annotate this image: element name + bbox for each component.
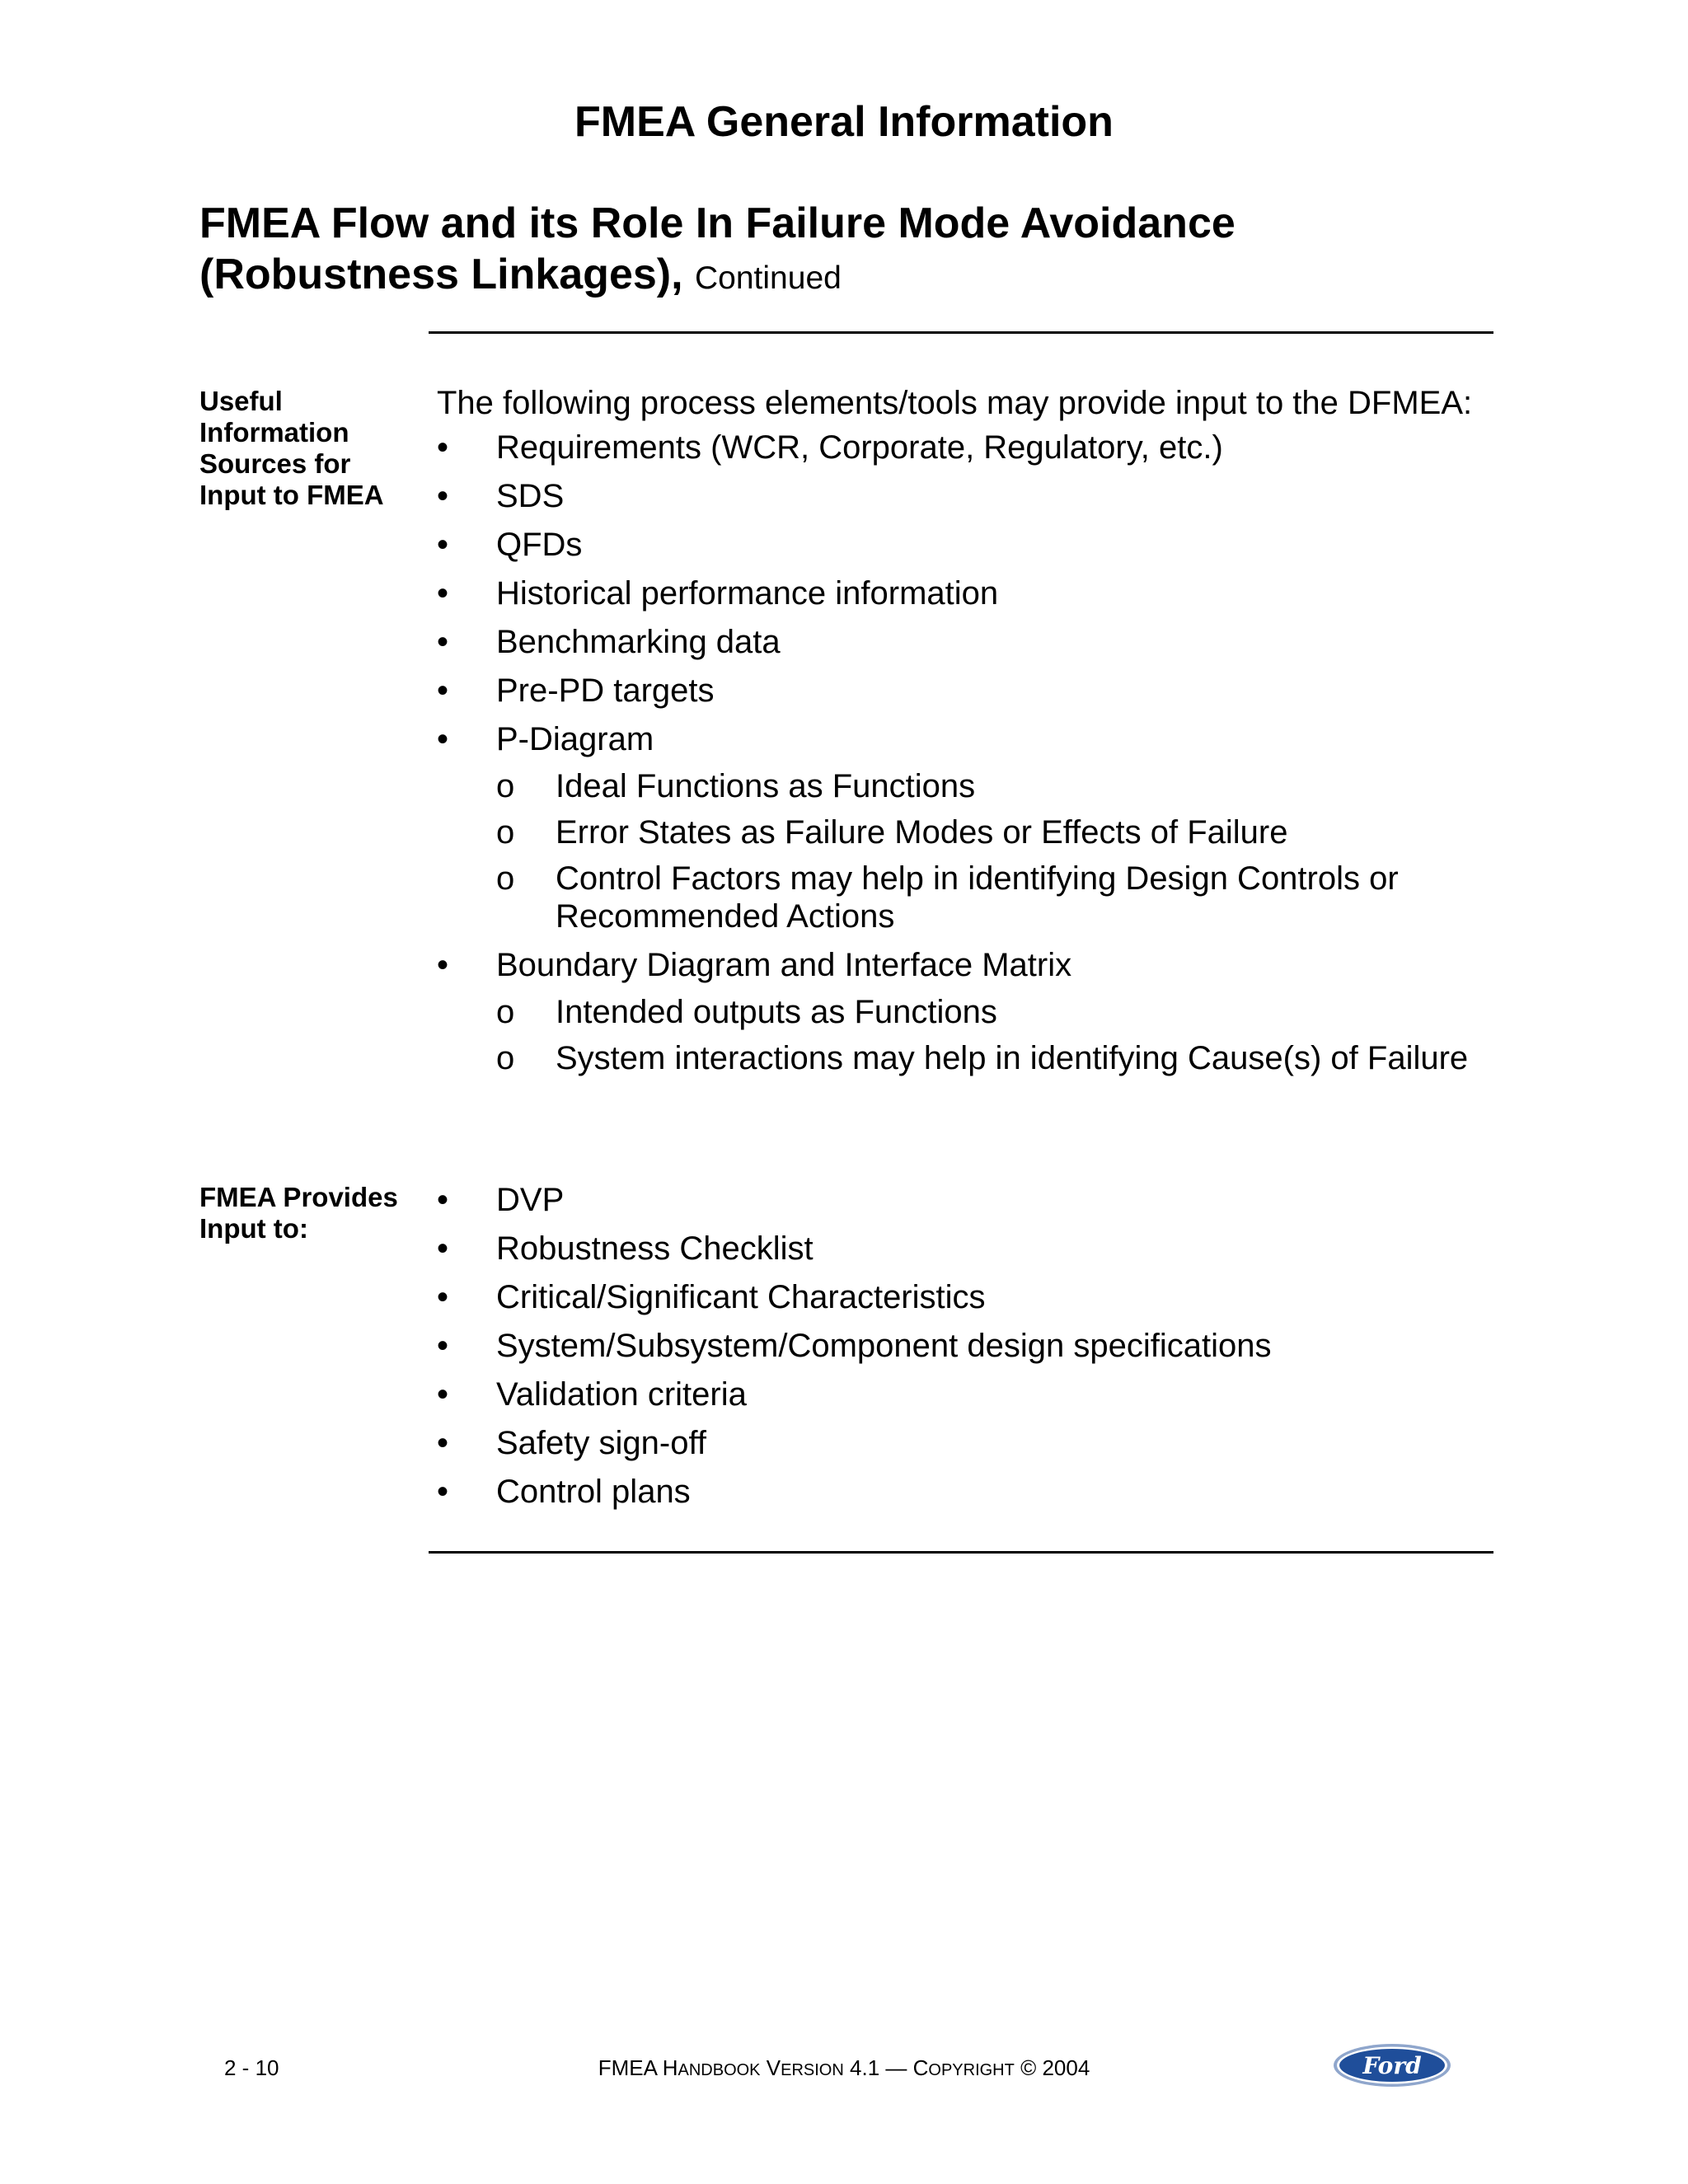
section-title-line2: (Robustness Linkages), <box>199 251 683 298</box>
bullet-icon: • <box>437 1425 449 1461</box>
circle-bullet-icon: o <box>496 860 515 897</box>
sub-list-item: o System interactions may help in identifying Cause(s) of Failure <box>496 1040 1469 1076</box>
provides-body <box>437 1181 1508 1521</box>
bullet-icon: • <box>437 624 449 660</box>
section-title-line1: FMEA Flow and its Role In Failure Mode Avoidance <box>199 199 1236 247</box>
bullet-icon: • <box>437 673 449 709</box>
circle-bullet-icon: o <box>496 768 515 804</box>
page-header-title: FMEA General Information <box>574 98 1114 146</box>
logo-text: Ford <box>1362 2052 1422 2079</box>
bullet-icon: • <box>437 1230 449 1267</box>
sub-list-item: o Ideal Functions as Functions <box>496 768 976 804</box>
list-item: • Validation criteria <box>437 1376 747 1413</box>
ford-logo-icon <box>1332 2042 1452 2088</box>
list-item: • Control plans <box>437 1474 691 1510</box>
list-item-boundary-diagram: • Boundary Diagram and Interface Matrix o Intended outputs as Functions o System interactions may help in identifying Cause(s) of Failure <box>437 946 1508 1077</box>
list-item: • Historical performance information <box>437 575 999 612</box>
useful-sources-intro: The following process elements/tools may provide input to the DFMEA: <box>437 385 1473 421</box>
circle-bullet-icon: o <box>496 994 515 1030</box>
sub-list-item: o Intended outputs as Functions <box>496 994 997 1030</box>
list-item: • DVP <box>437 1182 565 1218</box>
section-title <box>199 198 1518 304</box>
list-item: • SDS <box>437 478 565 514</box>
list-item-p-diagram: • P-Diagram o Ideal Functions as Functions o Error States as Failure Modes or Effects of Failure o Control Factors may help in identifying Design Controls or Recommended Actions <box>437 720 1508 935</box>
list-item: • Robustness Checklist <box>437 1230 814 1267</box>
bullet-icon: • <box>437 1474 449 1510</box>
circle-bullet-icon: o <box>496 1040 515 1076</box>
list-item: • Benchmarking data <box>437 624 781 660</box>
useful-sources-list <box>437 429 1508 1077</box>
sub-list-item: o Control Factors may help in identifying Design Controls or Recommended Actions <box>496 860 1399 935</box>
circle-bullet-icon: o <box>496 814 515 851</box>
bullet-icon: • <box>437 947 449 983</box>
bullet-icon: • <box>437 1182 449 1218</box>
provides-list <box>437 1181 1508 1511</box>
footer-handbook-text: FMEA HANDBOOK VERSION 4.1 — COPYRIGHT © 2004 <box>598 2055 1090 2080</box>
bullet-icon: • <box>437 1279 449 1315</box>
bullet-icon: • <box>437 429 449 466</box>
bullet-icon: • <box>437 478 449 514</box>
useful-sources-label: Useful Information Sources for Input to FMEA <box>199 386 384 510</box>
sub-list-item: o Error States as Failure Modes or Effects of Failure <box>496 814 1288 851</box>
list-item: • Safety sign-off <box>437 1425 706 1461</box>
list-item: • Requirements (WCR, Corporate, Regulatory, etc.) <box>437 429 1223 466</box>
boundary-sublist <box>496 993 1508 1077</box>
bullet-icon: • <box>437 1328 449 1364</box>
top-divider <box>429 331 1493 334</box>
list-item: • Pre-PD targets <box>437 673 715 709</box>
bullet-icon: • <box>437 527 449 563</box>
bullet-icon: • <box>437 721 449 757</box>
page-number: 2 - 10 <box>224 2055 279 2080</box>
list-item: • Critical/Significant Characteristics <box>437 1279 986 1315</box>
list-item: • QFDs <box>437 527 583 563</box>
provides-label: FMEA Provides Input to: <box>199 1182 398 1244</box>
p-diagram-sublist <box>496 767 1508 935</box>
useful-sources-body <box>437 384 1508 1088</box>
list-item: • System/Subsystem/Component design specifications <box>437 1328 1272 1364</box>
bullet-icon: • <box>437 575 449 612</box>
bottom-divider <box>429 1551 1493 1554</box>
continued-label: Continued <box>695 260 842 296</box>
bullet-icon: • <box>437 1376 449 1413</box>
